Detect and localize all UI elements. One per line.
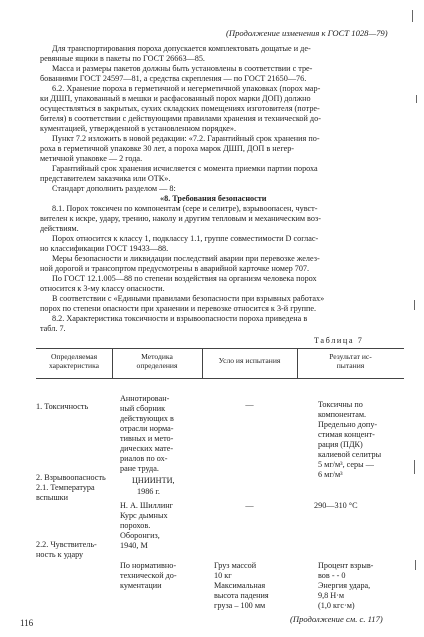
body-line: Порох относится к классу 1, подклассу 1.1, группе совместимости D соглас- [52, 234, 319, 243]
table-cell: компонентам. [318, 410, 367, 419]
table-caption: Таблица 7 [314, 336, 364, 345]
table-cell: вспышки [36, 493, 68, 502]
body-line: По ГОСТ 12.1.005—88 по степени воздействия на организм человека порох [52, 274, 317, 283]
table-cell: вов - - 0 [318, 571, 346, 580]
body-line: 8.1. Порох токсичен по компонентам (сере и селитре), взрывоопасен, чувст- [52, 204, 318, 213]
body-line: действиям. [40, 224, 79, 233]
body-line: ревянные ящики в пакеты по ГОСТ 26663—85. [40, 54, 205, 63]
body-line: Масса и размеры пакетов должны быть установлены в соответствии с тре- [52, 64, 313, 73]
table-cell: 9,8 Н·м [318, 591, 345, 600]
table-cell: рация (ПДК) [318, 440, 363, 449]
scan-mark [415, 560, 416, 570]
table-cell: Груз массой [214, 561, 257, 570]
table-cell: тивных и мето- [120, 434, 174, 443]
table-cell: По нормативно- [120, 561, 177, 570]
body-line: но классификации ГОСТ 19433—88. [40, 244, 169, 253]
body-line: осуществляться в закрытых, сухих складских помещениях изготовителя (потре- [40, 104, 320, 113]
table-cell: 2.1. Температура [36, 483, 95, 492]
table-cell: калиевой селитры [318, 450, 382, 459]
table-cell: 2. Взрывоопасность [36, 473, 106, 482]
table-cell: порохов. [120, 521, 151, 530]
table-header-cell: Методика [141, 352, 173, 361]
body-line: ки ДШП, упакованный в мешки и расфасованный порох марки ДОП) должно [40, 94, 311, 103]
body-line: Меры безопасности и ликвидации последствий аварии при перевозке желез- [52, 254, 320, 263]
scan-mark [414, 460, 415, 474]
table-header-cell: пытания [336, 361, 365, 370]
body-line: вителен к искре, удару, трению, наколу и другим тепловым и механическим воз- [40, 214, 321, 223]
body-line: Стандарт дополнить разделом — 8: [52, 184, 176, 193]
table-header-cell: Результат ис- [329, 352, 372, 361]
body-line: Для транспортирования пороха допускается комплектовать дощатые и де- [52, 44, 311, 53]
table-cell: Оборонгиз, [120, 531, 160, 540]
table-cell: 10 кг [214, 571, 232, 580]
table-header-cell: Усло ия испытания [218, 356, 281, 365]
body-line: В соответствии с «Едиными правилами безопасности при взрывных работах» [52, 294, 325, 303]
running-header: (Продолжение изменения к ГОСТ 1028—79) [226, 28, 388, 38]
table-cell: высота падения [214, 591, 269, 600]
table-cell: Процент взрыв- [318, 561, 374, 570]
table-cell: 1986 г. [137, 487, 160, 496]
table-cell: кументации [120, 581, 162, 590]
table-cell: Курс дымных [120, 511, 168, 520]
table-cell: Максимальная [214, 581, 266, 590]
table-cell: 1940, М [120, 541, 148, 550]
body-line: ной дорогой и трансопртом предусмотрены в аварийной карточке номер 707. [40, 264, 310, 273]
table-cell: — [245, 400, 254, 409]
table-cell: ране труда. [120, 464, 159, 473]
table-header-rule [36, 378, 404, 379]
table-cell: 5 мг/м³, серы — [318, 460, 374, 469]
table-cell: (1,0 кгс·м) [318, 601, 355, 610]
table-top-rule [36, 348, 404, 349]
scan-mark [412, 10, 413, 22]
table-cell: ный сборник [120, 404, 166, 413]
table-cell: Н. А. Шиллинг [120, 501, 173, 510]
body-line: бителя) в соответствии с действующими правилами хранения и технической до- [40, 114, 321, 123]
table-cell: 2.2. Чувствитель- [36, 540, 97, 549]
table-cell: стимая концент- [318, 430, 375, 439]
body-line: порох по степени опасности при хранении и перевозке относится к 3-й группе. [40, 304, 317, 313]
table-cell: 6 мг/м³ [318, 470, 343, 479]
table-cell: груза – 100 мм [214, 601, 266, 610]
table-cell: Аннотирован- [120, 394, 170, 403]
table-cell: 290—310 °С [314, 501, 358, 510]
body-line: роха в герметичной упаковке 30 лет, а пороха марок ДШП, ДОП в негер- [40, 144, 295, 153]
body-line: относится к 3-му классу опасности. [40, 284, 165, 293]
scan-mark [416, 95, 417, 103]
body-line: представителем заказчика или ОТК». [40, 174, 171, 183]
table-cell: ЦНИИНТИ, [132, 476, 175, 485]
table-header-cell: определения [136, 361, 178, 370]
body-line: 6.2. Хранение пороха в герметичной и негерметичной упаковках (порох мар- [52, 84, 321, 93]
body-line: табл. 7. [40, 324, 66, 333]
body-line: Пункт 7.2 изложить в новой редакции: «7.2. Гарантийный срок хранения по- [52, 134, 320, 143]
table-cell: Токсичны по [318, 400, 363, 409]
page-number: 116 [20, 618, 34, 628]
body-line: 8.2. Характеристика токсичности и взрывоопасности пороха приведена в [52, 314, 308, 323]
body-line: кументацией, утвержденной в установленном порядке». [40, 124, 237, 133]
table-cell: отрасли норма- [120, 424, 174, 433]
table-cell: риалов по ох- [120, 454, 168, 463]
table-header-cell: Определяемая [50, 352, 98, 361]
table-cell: — [245, 501, 254, 510]
table-cell: Энергия удара, [318, 581, 371, 590]
table-cell: действующих в [120, 414, 174, 423]
body-line: бованиями ГОСТ 24597—81, а средства скрепления — по ГОСТ 21650—76. [40, 74, 307, 83]
scan-mark [414, 300, 415, 310]
body-line: метичной упаковке — 2 года. [40, 154, 143, 163]
table-header-cell: характеристика [48, 361, 100, 370]
continuation-note: (Продолжение см. с. 117) [290, 614, 383, 624]
body-line: Гарантийный срок хранения исчисляется с момента приемки партии пороха [52, 164, 318, 173]
table-cell: технической до- [120, 571, 177, 580]
section-heading: «8. Требования безопасности [160, 194, 267, 203]
table-cell: Предельно допу- [318, 420, 378, 429]
table-cell: дических мате- [120, 444, 174, 453]
table-cell: 1. Токсичность [36, 402, 89, 411]
table-cell: ность к удару [36, 550, 84, 559]
